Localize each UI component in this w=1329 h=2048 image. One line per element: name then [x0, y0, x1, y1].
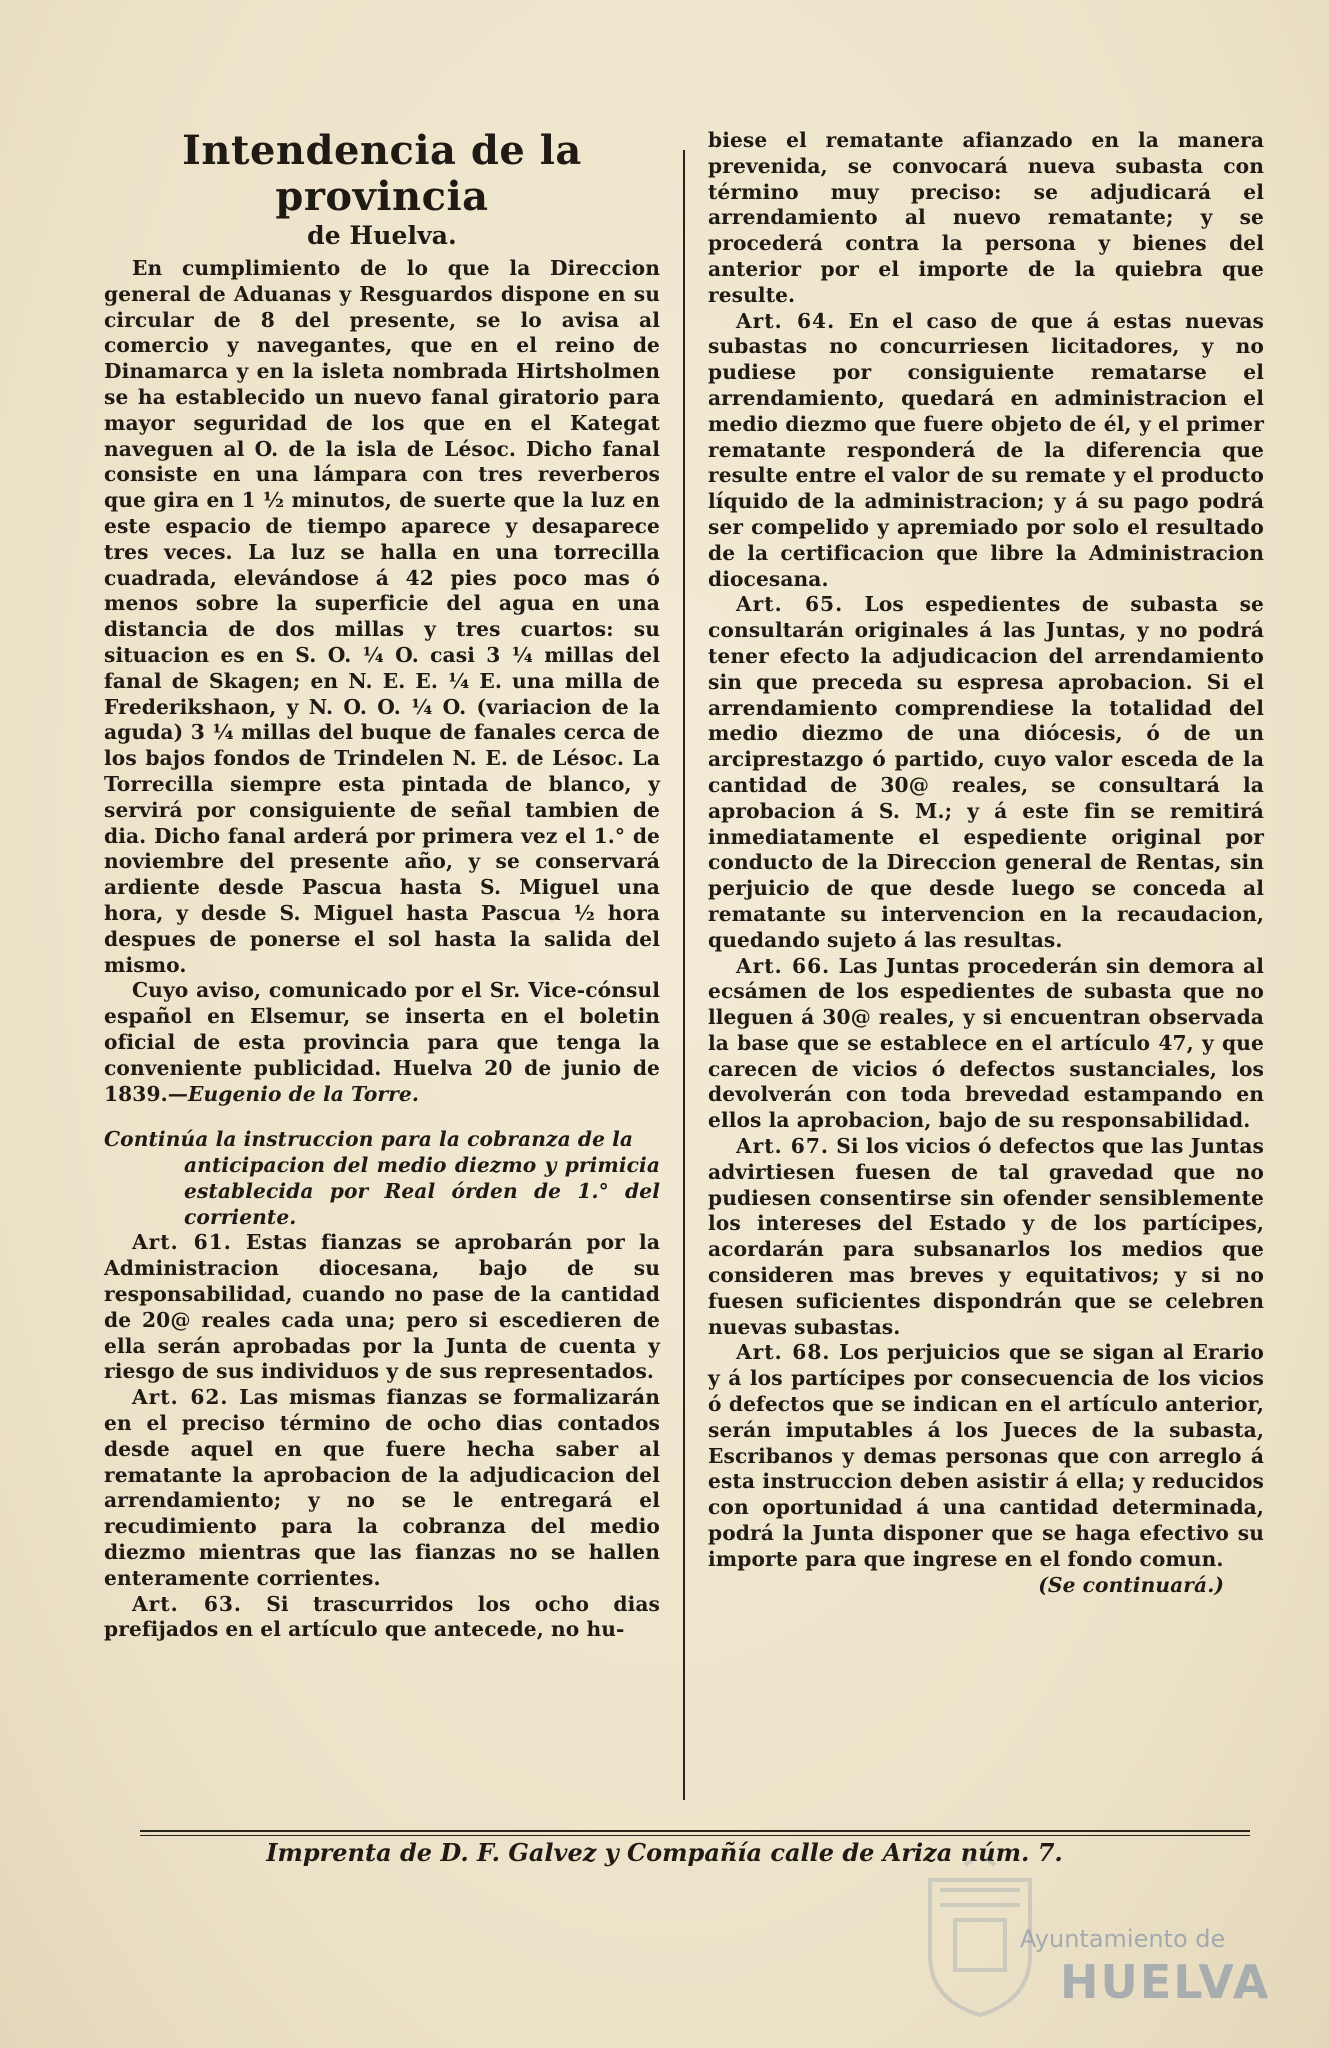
article-66: Art. 66. Las Juntas procederán sin demora al ecsámen de los espedientes de subasta que no lleguen á 30@ reales, y si encuentran observada la base que se establece en el artículo 47, y que carecen de vicios ó defectos sustanciales, los devolverán con toda brevedad estampando en ellos la aprobacion, bajo de su responsabilidad. — [708, 953, 1264, 1133]
page-title: Intendencia de la provincia — [182, 127, 582, 220]
article-65: Art. 65. Los espedientes de subasta se consultarán originales á las Juntas, y no podrá tener efecto la adjudicacion del arrendamiento sin que preceda su espresa aprobacion. Si el arrendamiento comprendiese la totalidad del medio diezmo de una diócesis, ó de un arciprestazgo ó partido, cuyo valor esceda de la cantidad de 30@ reales, se consultará la aprobacion á S. M.; y á este fin se remitirá inmediatamente el espediente original por conducto de la Direccion general de Rentas, sin perjuicio de que desde luego se conceda al rematante su intervencion en la recaudacion, quedando sujeto á las resultas. — [708, 592, 1264, 952]
article-62: Art. 62. Las mismas fianzas se formalizarán en el preciso término de ocho dias contados desde aquel en que fuere hecha saber al rematante la aprobacion de la adjudicacion del arrendamiento; y no se le entregará el recudimiento para la cobranza del medio diezmo mientras que las fianzas no se hallen enteramente corrientes. — [104, 1385, 660, 1590]
watermark-line1: Ayuntamiento de — [1020, 1925, 1226, 1953]
article-67: Art. 67. Si los vicios ó defectos que las Juntas advirtiesen fuesen de tal gravedad que no pudiesen consentirse sin ofender sensiblemente los intereses del Estado y de los partícipes, acordarán para subsanarlos los medios que consideren mas breves y equitativos; y si no fuesen suficientes dispondrán que se celebren nuevas subastas. — [708, 1134, 1264, 1339]
article-64: Art. 64. En el caso de que á estas nuevas subastas no concurriesen licitadores, y no pudiese por consiguiente rematarse el arrendamiento, quedará en administracion el medio diezmo que fuere objeto de él, y el primer rematante responderá de la diferencia que resulte entre el valor de su remate y el producto líquido de la administracion; y á su pago podrá ser compelido y apremiado por solo el resultado de la certificacion que libre la Administracion diocesana. — [708, 308, 1264, 591]
notice-closing-paragraph: Cuyo aviso, comunicado por el Sr. Vice-cónsul español en Elsemur, se inserta en el boletin oficial de esta provincia para que tenga la conveniente publicidad. Huelva 20 de junio de 1839.—Eugenio de la Torre. — [104, 978, 660, 1106]
column-divider — [683, 150, 685, 1800]
page-subtitle: de Huelva. — [307, 221, 457, 250]
footer-rule — [140, 1830, 1250, 1832]
signature: —Eugenio de la Torre. — [167, 1081, 419, 1106]
article-63-continuation: biese el rematante afianzado en la manera prevenida, se convocará nueva subasta con término muy preciso: se adjudicará el arrendamiento al nuevo rematante; y se procederá contra la persona y bienes del anterior por el importe de la quiebra que resulte. — [708, 128, 1264, 307]
notice-paragraph: En cumplimiento de lo que la Direccion general de Aduanas y Resguardos dispone en su circular de 8 del presente, se lo avisa al comercio y navegantes, que en el reino de Dinamarca y en la isleta nombrada Hirtsholmen se ha establecido un nuevo fanal giratorio para mayor seguridad de los que en el Kategat naveguen al O. de la isla de Lésoc. Dicho fanal consiste en una lámpara con tres reverberos que gira en 1 ½ minutos, de suerte que la luz en este espacio de tiempo aparece y desaparece tres veces. La luz se halla en una torrecilla cuadrada, elevándose á 42 pies poco mas ó menos sobre la superficie del agua en una distancia de dos millas y tres cuartos: su situacion es en S. O. ¼ O. casi 3 ¼ millas del fanal de Skagen; en N. E. E. ¼ E. una milla de Frederikshaon, y N. O. O. ¼ O. (variacion de la aguda) 3 ¼ millas del buque de fanales cerca de los bajos fondos de Trindelen N. E. de Lésoc. La Torrecilla siempre esta pintada de blanco, y servirá por consiguiente de señal tambien de dia. Dicho fanal arderá por primera vez el 1.° de noviembre del presente año, y se conservará ardiente desde Pascua hasta S. Miguel una hora, y desde S. Miguel hasta Pascua ½ hora despues de ponerse el sol hasta la salida del mismo. — [104, 256, 660, 977]
watermark-line2: HUELVA — [1060, 1955, 1271, 2009]
article-61: Art. 61. Estas fianzas se aprobarán por la Administracion diocesana, bajo de su responsabilidad, cuando no pase de la cantidad de 20@ reales cada una; pero si escedieren de ella serán aprobadas por la Junta de cuenta y riesgo de sus individuos y de sus representados. — [104, 1230, 660, 1384]
right-column — [708, 128, 1264, 1598]
continued-note: (Se continuará.) — [1038, 1572, 1224, 1597]
instruction-heading: Continúa la instruccion para la cobranza de la anticipacion del medio diezmo y primicia establecida por Real órden de 1.° del corriente. — [104, 1127, 660, 1229]
article-68: Art. 68. Los perjuicios que se sigan al Erario y á los partícipes por consecuencia de los vicios ó defectos que se indican en el artículo anterior, serán imputables á los Jueces de la subasta, Escribanos y demas personas que con arreglo á esta instruccion deben asistir á ella; y reducidos con oportunidad á una cantidad determinada, podrá la Junta disponer que se haga efectivo su importe para que ingrese en el fondo comun. — [708, 1340, 1264, 1571]
left-column — [104, 128, 660, 1643]
footer-rule-thin — [140, 1835, 1250, 1836]
article-63: Art. 63. Si trascurridos los ocho dias prefijados en el artículo que antecede, no hu- — [104, 1591, 660, 1642]
imprint-line: Imprenta de D. F. Galvez y Compañía calle de Ariza núm. 7. — [266, 1838, 1063, 1867]
